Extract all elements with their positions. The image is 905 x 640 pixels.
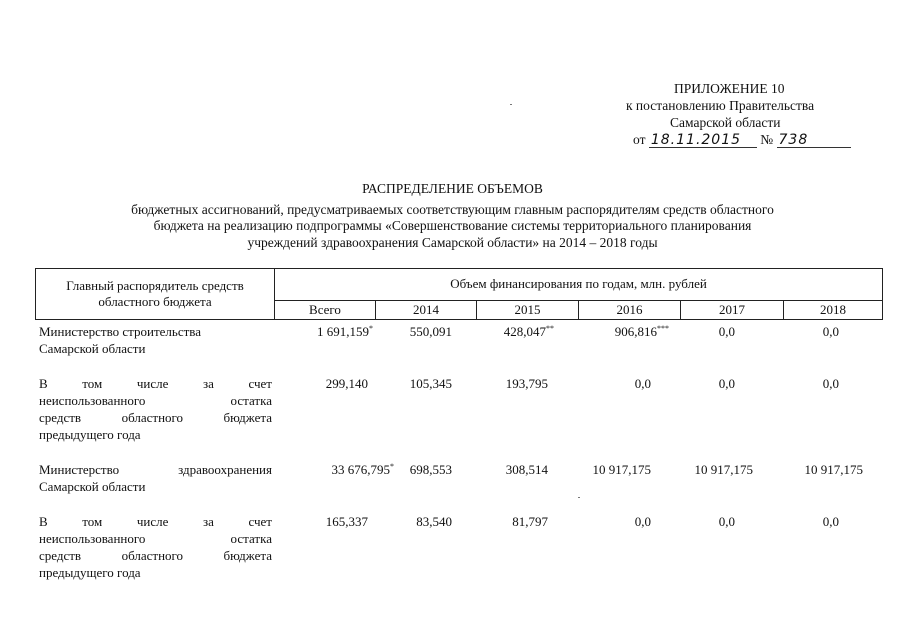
- row-name-line: предыдущего года: [39, 427, 141, 442]
- cell-2014: 83,540: [416, 514, 452, 529]
- row-name-line: предыдущего года: [39, 565, 141, 580]
- row-name-line: Самарской области: [39, 341, 146, 356]
- document-title: РАСПРЕДЕЛЕНИЕ ОБЪЕМОВ: [362, 181, 543, 196]
- header-year-2014: 2014: [376, 300, 477, 319]
- header-year-2018: 2018: [784, 300, 883, 319]
- header-main-line-1: Главный распорядитель средств: [66, 278, 244, 293]
- cell-total: 33 676,795*: [331, 462, 394, 477]
- cell-total: 165,337: [325, 514, 368, 529]
- row-name-line: неиспользованного остатка: [39, 393, 272, 408]
- cell-2015: 308,514: [505, 462, 548, 477]
- footnote-mark: **: [546, 324, 554, 333]
- cell-2018: 10 917,175: [804, 462, 863, 477]
- cell-2014: 550,091: [409, 324, 452, 339]
- row-name: [39, 375, 272, 443]
- cell-2017: 0,0: [718, 514, 735, 529]
- row-name-line: В том числе за счет: [39, 376, 272, 391]
- cell-2015: 193,795: [505, 376, 548, 391]
- subtitle-line-2: бюджета на реализацию подпрограммы «Совершенствование системы территориального планирования: [153, 218, 752, 233]
- header-main-distributor: [36, 269, 275, 320]
- subtitle-line-1: бюджетных ассигнований, предусматриваемых соответствующим главным распорядителям средств областного: [131, 201, 774, 217]
- row-name-line: В том числе за счет: [39, 514, 272, 529]
- cell-total: 1 691,159*: [317, 324, 373, 339]
- row-name-line: средств областного бюджета: [39, 410, 272, 425]
- cell-2018: 0,0: [822, 324, 839, 339]
- cell-2018: 0,0: [822, 376, 839, 391]
- cell-2014: 105,345: [409, 376, 452, 391]
- row-name-line: средств областного бюджета: [39, 548, 272, 563]
- cell-2014: 698,553: [409, 462, 452, 477]
- cell-2017: 0,0: [718, 376, 735, 391]
- header-year-2016: 2016: [579, 300, 681, 319]
- row-name: [39, 513, 272, 581]
- from-label: от: [633, 132, 646, 147]
- cell-2016: 906,816***: [614, 324, 669, 339]
- row-name-line: неиспользованного остатка: [39, 531, 272, 546]
- appendix-title: ПРИЛОЖЕНИЕ 10: [674, 81, 785, 96]
- table-header: [35, 268, 883, 320]
- cell-2017: 10 917,175: [694, 462, 753, 477]
- cell-2017: 0,0: [718, 324, 735, 339]
- row-name: [39, 323, 272, 357]
- cell-2015: 428,047**: [503, 324, 554, 339]
- header-funding-group: Объем финансирования по годам, млн. рублей: [275, 269, 883, 301]
- cell-2016: 10 917,175: [592, 462, 651, 477]
- cell-2018: 0,0: [822, 514, 839, 529]
- row-name-line: Министерство здравоохранения: [39, 462, 272, 477]
- handwritten-date: 18.11.2015: [649, 133, 757, 148]
- subtitle-line-3: учреждений здравоохранения Самарской области» на 2014 – 2018 годы: [247, 234, 658, 250]
- cell-total: 299,140: [325, 376, 368, 391]
- document-heading: [0, 181, 905, 251]
- cell-2016: 0,0: [634, 514, 651, 529]
- scan-speck: [578, 497, 580, 498]
- footnote-mark: *: [390, 462, 394, 471]
- number-label: №: [760, 132, 774, 147]
- row-name: [39, 461, 272, 495]
- footnote-mark: ***: [657, 324, 669, 333]
- header-year-2017: 2017: [681, 300, 784, 319]
- cell-2015: 81,797: [512, 514, 548, 529]
- scan-speck: [510, 104, 512, 105]
- header-total: Всего: [275, 300, 376, 319]
- appendix-date-line: [633, 131, 851, 148]
- row-name-line: Министерство строительства: [39, 324, 202, 339]
- cell-2016: 0,0: [634, 376, 651, 391]
- appendix-line-region: Самарской области: [670, 115, 781, 130]
- row-name-line: Самарской области: [39, 479, 146, 494]
- appendix-line-decree: к постановлению Правительства: [626, 98, 815, 113]
- footnote-mark: *: [369, 324, 373, 333]
- handwritten-number: 738: [777, 133, 851, 148]
- header-main-line-2: областного бюджета: [98, 294, 212, 309]
- header-year-2015: 2015: [477, 300, 579, 319]
